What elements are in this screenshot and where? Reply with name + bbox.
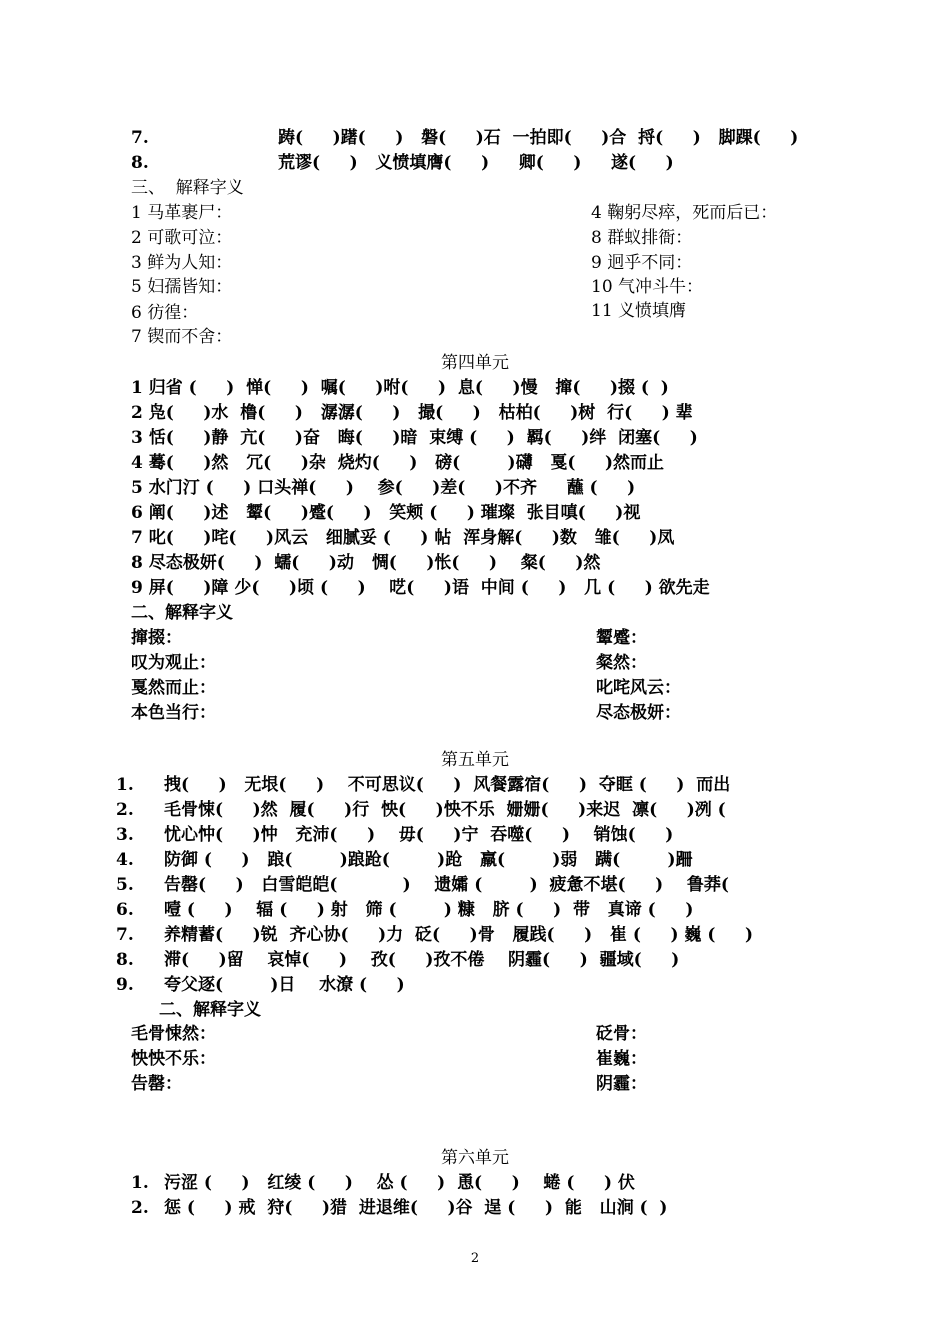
unit5-row-number: 6. <box>116 900 134 920</box>
unit3-row-7-text: 踌( )躇( ) 磐( )石 一拍即( )合 捋( ) 脚踝( ) <box>278 128 799 148</box>
unit5-row-text: 防御 ( ) 踉( )踉跄( )跄 羸( )弱 蹒( )跚 <box>164 850 693 870</box>
unit3-row-8-text: 荒谬( ) 义愤填膺( ) 卿( ) 遂( ) <box>278 153 674 173</box>
unit5-row-text: 告罄( ) 白雪皑皑( ) 遗孀 ( ) 疲惫不堪( ) 鲁莽( <box>164 875 729 895</box>
unit6-row-text: 污涩 ( ) 红绫 ( ) 怂 ( ) 恿( ) 蜷 ( ) 伏 <box>164 1173 635 1193</box>
unit3-section-title: 三、 解释字义 <box>131 178 244 198</box>
unit4-row: 5 水门汀 ( ) 口头禅( ) 参( )差( )不齐 蘸 ( ) <box>131 478 636 498</box>
unit5-row-number: 7. <box>116 925 134 945</box>
unit4-row: 6 阐( )述 颦( )蹙( ) 笑颊 ( ) 璀璨 张目嗔( )视 <box>131 503 641 523</box>
unit4-right-term: 颦蹙： <box>596 628 647 648</box>
unit4-title: 第四单元 <box>441 353 509 373</box>
unit5-row-number: 1. <box>116 775 134 795</box>
unit5-left-term: 怏怏不乐： <box>131 1049 216 1069</box>
unit5-row-text: 养精蓄( )锐 齐心协( )力 砭( )骨 履践( ) 崔 ( ) 巍 ( ) <box>164 925 754 945</box>
unit4-left-term: 本色当行： <box>131 703 216 723</box>
unit5-row-text: 滞( )留 哀悼( ) 孜( )孜不倦 阴霾( ) 疆域( ) <box>164 950 680 970</box>
unit3-left-term: 6 彷徨： <box>131 303 199 323</box>
unit5-row-number: 4. <box>116 850 134 870</box>
unit3-left-term: 3 鲜为人知： <box>131 253 233 273</box>
unit3-right-term: 4 鞠躬尽瘁，死而后已： <box>591 203 778 223</box>
unit4-row: 4 蓦( )然 冗( )杂 烧灼( ) 磅( )礴 戛( )然而止 <box>131 453 665 473</box>
unit4-section-title: 二、解释字义 <box>131 603 233 623</box>
unit5-left-term: 毛骨悚然： <box>131 1024 216 1044</box>
unit5-row-number: 3. <box>116 825 134 845</box>
unit3-right-term: 9 迥乎不同： <box>591 253 693 273</box>
unit4-left-term: 撺掇： <box>131 628 182 648</box>
unit4-row: 3 恬( )静 亢( )奋 晦( )暗 束缚 ( ) 羁( )绊 闭塞( ) <box>131 428 698 448</box>
unit6-title: 第六单元 <box>441 1148 509 1168</box>
unit5-row-text: 忧心忡( )忡 充沛( ) 毋( )宁 吞噬( ) 销蚀( ) <box>164 825 674 845</box>
unit5-right-term: 阴霾： <box>596 1074 647 1094</box>
unit5-row-number: 5. <box>116 875 134 895</box>
unit5-row-number: 9. <box>116 975 134 995</box>
unit5-right-term: 崔巍： <box>596 1049 647 1069</box>
unit4-row: 2 凫( )水 橹( ) 潺潺( ) 撮( ) 枯柏( )树 行( ) 辈 <box>131 403 693 423</box>
unit3-right-term: 10 气冲斗牛： <box>591 277 704 297</box>
unit5-row-text: 夸父逐( )日 水潦 ( ) <box>164 975 405 995</box>
unit5-section-title: 二、解释字义 <box>159 1000 261 1020</box>
unit4-row: 9 屏( )障 少( )顷 ( ) 呓( )语 中间 ( ) 几 ( ) 欲先走 <box>131 578 710 598</box>
unit3-left-term: 5 妇孺皆知： <box>131 277 233 297</box>
unit4-left-term: 戛然而止： <box>131 678 216 698</box>
unit6-row-number: 1. <box>131 1173 149 1193</box>
unit4-row: 8 尽态极妍( ) 蠕( )动 惆( )怅( ) 粲( )然 <box>131 553 601 573</box>
unit4-row: 7 叱( )咤( )风云 细腻妥 ( ) 帖 浑身解( )数 雏( )凤 <box>131 528 675 548</box>
unit5-right-term: 砭骨： <box>596 1024 647 1044</box>
unit3-row-7-number: 7. <box>131 128 149 148</box>
unit4-right-term: 粲然： <box>596 653 647 673</box>
unit3-left-term: 1 马革裹尸： <box>131 203 233 223</box>
unit4-right-term: 叱咤风云： <box>596 678 681 698</box>
unit5-row-text: 噎 ( ) 辐 ( ) 射 筛 ( ) 糠 脐 ( ) 带 真谛 ( ) <box>164 900 694 920</box>
unit4-row: 1 归省 ( ) 惮( ) 嘱( )咐( ) 息( )慢 撺( )掇 ( ) <box>131 378 669 398</box>
unit6-row-text: 惩 ( ) 戒 狩( )猎 进退维( )谷 逞 ( ) 能 山涧 ( ) <box>164 1198 668 1218</box>
unit3-row-8-number: 8. <box>131 153 149 173</box>
unit3-left-term: 7 锲而不舍： <box>131 327 233 347</box>
unit3-right-term: 11 义愤填膺 <box>591 301 687 321</box>
unit5-row-text: 拽( ) 无垠( ) 不可思议( ) 风餐露宿( ) 夺眶 ( ) 而出 <box>164 775 731 795</box>
unit3-right-term: 8 群蚁排衙： <box>591 228 693 248</box>
unit5-row-number: 8. <box>116 950 134 970</box>
unit4-left-term: 叹为观止： <box>131 653 216 673</box>
unit5-row-number: 2. <box>116 800 134 820</box>
unit6-row-number: 2. <box>131 1198 149 1218</box>
unit5-row-text: 毛骨悚( )然 履( )行 怏( )怏不乐 姗姗( )来迟 凛( )冽 ( <box>164 800 726 820</box>
unit3-left-term: 2 可歌可泣： <box>131 228 233 248</box>
unit4-right-term: 尽态极妍： <box>596 703 681 723</box>
unit5-left-term: 告罄： <box>131 1074 182 1094</box>
unit5-title: 第五单元 <box>441 750 509 770</box>
page-number: 2 <box>470 1251 480 1266</box>
